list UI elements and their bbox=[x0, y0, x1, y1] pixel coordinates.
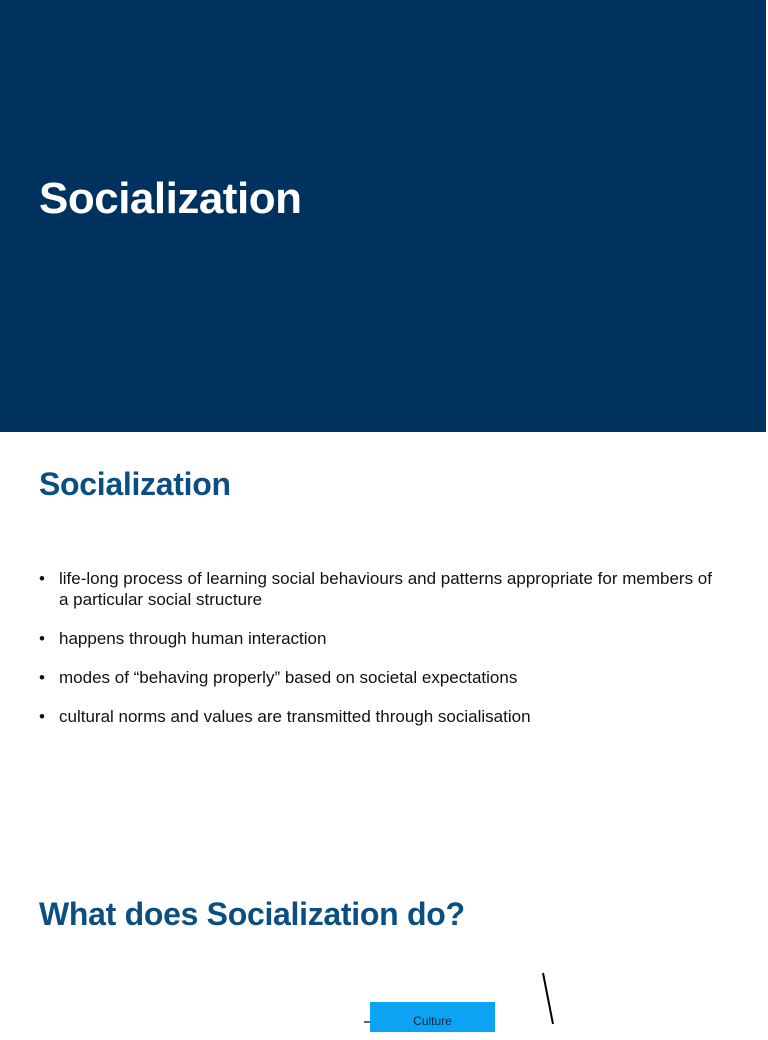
list-item: • happens through human interaction bbox=[39, 628, 719, 649]
list-item: • modes of “behaving properly” based on societal expectations bbox=[39, 667, 719, 688]
connector-line bbox=[543, 973, 553, 1024]
slide-heading: What does Socialization do? bbox=[39, 896, 465, 932]
list-item: • cultural norms and values are transmitted through socialisation bbox=[39, 706, 719, 727]
title-slide-heading: Socialization bbox=[39, 174, 302, 223]
list-item: • life-long process of learning social behaviours and patterns appropriate for members of a particular social structure bbox=[39, 568, 719, 610]
diagram-box-culture: Culture bbox=[370, 1002, 495, 1032]
slide-heading: Socialization bbox=[39, 466, 231, 502]
